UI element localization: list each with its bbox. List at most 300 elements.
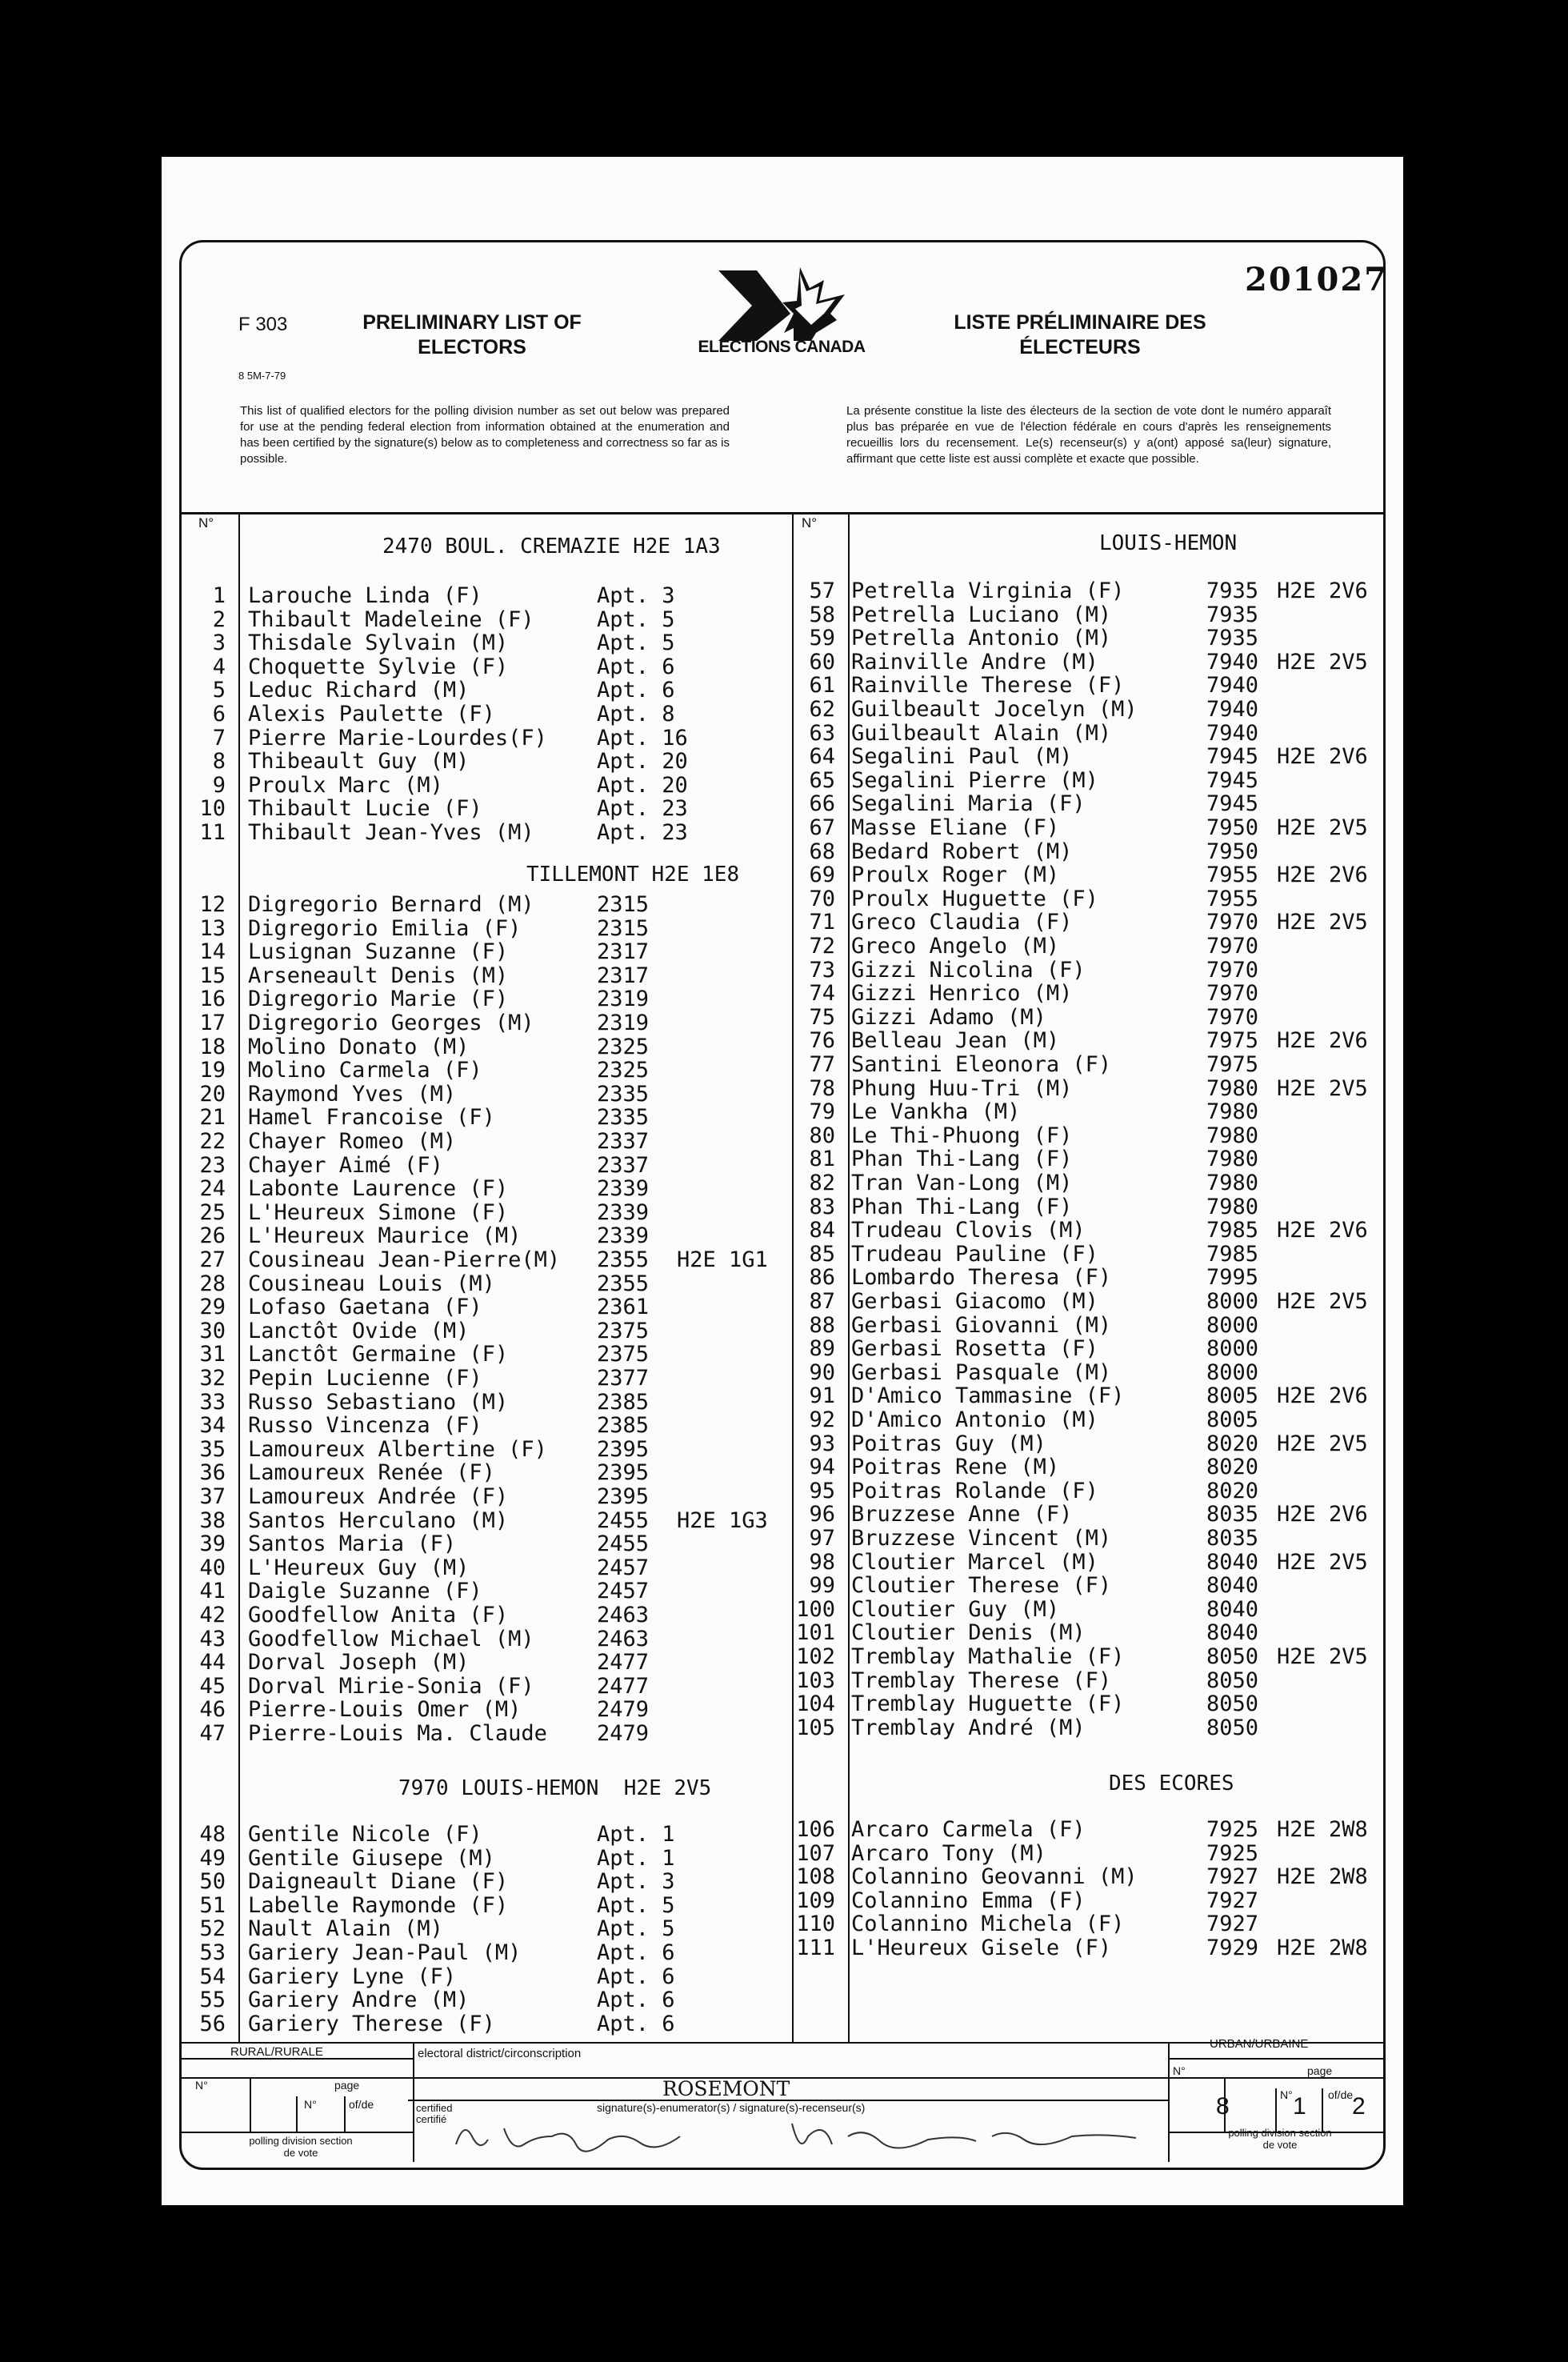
elector-address: 2477 <box>597 1650 650 1675</box>
elector-address: 7945 <box>1206 744 1259 770</box>
section-heading: 2470 BOUL. CREMAZIE H2E 1A3 <box>382 534 721 558</box>
elector-address: 2325 <box>597 1034 650 1059</box>
elector-number: 5 <box>212 678 226 703</box>
elector-address: 7985 <box>1206 1218 1259 1243</box>
polling-label-urban: polling division section de vote <box>1228 2127 1332 2151</box>
elector-number: 60 <box>809 649 835 675</box>
elector-address: 2319 <box>597 987 650 1012</box>
elector-postal-code: H2E 2V6 <box>1277 578 1368 603</box>
elector-address: 2395 <box>597 1484 650 1509</box>
elector-row <box>0 911 1568 934</box>
elector-address: 7927 <box>1206 1864 1259 1890</box>
elector-number: 73 <box>809 957 835 983</box>
certified-label: certified certifié <box>416 2102 453 2125</box>
elector-name: Gariery Andre (M) <box>248 1988 470 2013</box>
rural-no-label: N° <box>195 2079 208 2092</box>
elector-number: 61 <box>809 673 835 699</box>
elector-name: Petrella Luciano (M) <box>851 602 1112 627</box>
elector-address: 2339 <box>597 1176 650 1202</box>
elector-number: 33 <box>199 1389 226 1415</box>
elector-name: Lamoureux Andrée (F) <box>248 1484 509 1509</box>
elector-name: Proulx Roger (M) <box>851 863 1060 888</box>
elector-number: 52 <box>199 1916 226 1942</box>
elector-number: 75 <box>809 1004 835 1030</box>
elector-row <box>0 1029 1568 1052</box>
elector-row <box>0 982 1568 1005</box>
elector-address: 2455 <box>597 1507 650 1533</box>
elector-number: 89 <box>809 1336 835 1362</box>
elector-address: 7970 <box>1206 981 1259 1007</box>
elector-number: 37 <box>199 1484 226 1509</box>
elector-number: 32 <box>199 1366 226 1391</box>
elector-name: Rainville Andre (M) <box>851 649 1098 675</box>
elector-address: 8000 <box>1206 1359 1259 1385</box>
elector-number: 68 <box>809 839 835 864</box>
elector-row <box>0 1988 1568 2012</box>
elector-address: 2463 <box>597 1603 650 1627</box>
elector-address: 8050 <box>1206 1715 1259 1740</box>
elector-address: 7980 <box>1206 1171 1259 1195</box>
elector-address: 2325 <box>597 1058 650 1083</box>
elector-number: 105 <box>796 1715 835 1740</box>
elector-name: Gerbasi Pasquale (M) <box>851 1359 1112 1385</box>
elector-address: Apt. 23 <box>597 796 688 822</box>
elector-name: Goodfellow Anita (F) <box>248 1603 509 1627</box>
elector-name: Cloutier Therese (F) <box>851 1573 1112 1599</box>
elector-name: Lofaso Gaetana (F) <box>248 1295 482 1320</box>
elector-row <box>0 1195 1568 1219</box>
elector-address: 2395 <box>597 1436 650 1462</box>
elector-number: 63 <box>809 720 835 746</box>
elector-number: 64 <box>809 744 835 770</box>
elector-row <box>0 651 1568 674</box>
elector-number: 86 <box>809 1265 835 1291</box>
elector-number: 90 <box>809 1359 835 1385</box>
elector-address: 8000 <box>1206 1289 1259 1314</box>
elector-address: Apt. 6 <box>597 678 675 703</box>
elector-name: Bruzzese Vincent (M) <box>851 1526 1112 1551</box>
elector-address: Apt. 3 <box>597 583 675 608</box>
elector-number: 111 <box>796 1936 835 1960</box>
elector-number: 95 <box>809 1478 835 1503</box>
elector-number: 77 <box>809 1052 835 1077</box>
elector-name: Cloutier Marcel (M) <box>851 1549 1098 1575</box>
elector-number: 22 <box>199 1129 226 1154</box>
elector-number: 8 <box>212 749 226 775</box>
elector-row <box>0 1865 1568 1888</box>
elector-number: 21 <box>199 1105 226 1131</box>
elector-row <box>0 887 1568 911</box>
elector-address: Apt. 16 <box>597 725 688 751</box>
elector-row <box>0 1645 1568 1668</box>
elector-number: 3 <box>212 631 226 656</box>
elector-row <box>0 959 1568 982</box>
elector-number: 80 <box>809 1123 835 1148</box>
elector-address: 2477 <box>597 1673 650 1699</box>
elector-row <box>0 1124 1568 1147</box>
elector-name: Tremblay André (M) <box>851 1715 1086 1740</box>
elector-address: 7975 <box>1206 1028 1259 1054</box>
elector-address: Apt. 1 <box>597 1845 675 1871</box>
elector-name: Tran Van-Long (M) <box>851 1171 1073 1195</box>
elector-row <box>0 1574 1568 1597</box>
elector-number: 76 <box>809 1028 835 1054</box>
elector-address: 2463 <box>597 1626 650 1651</box>
elector-number: 2 <box>212 607 226 632</box>
elector-number: 100 <box>796 1596 835 1622</box>
elector-row <box>0 1551 1568 1574</box>
district-value: ROSEMONT <box>662 2077 790 2100</box>
footer-v3 <box>296 2096 298 2133</box>
elector-name: L'Heureux Maurice (M) <box>248 1223 522 1249</box>
elector-row <box>0 1147 1568 1171</box>
elector-address: 8040 <box>1206 1620 1259 1646</box>
elector-name: Lanctôt Germaine (F) <box>248 1342 509 1367</box>
elector-name: Lamoureux Albertine (F) <box>248 1436 547 1462</box>
elector-name: Alexis Paulette (F) <box>248 702 495 727</box>
elector-name: Thibault Jean-Yves (M) <box>248 820 534 845</box>
urban-no-label-2: N° <box>1280 2088 1293 2101</box>
elector-row <box>0 840 1568 863</box>
elector-number: 28 <box>199 1271 226 1296</box>
elector-address: 7929 <box>1206 1936 1259 1960</box>
elector-number: 79 <box>809 1099 835 1125</box>
elector-name: Russo Vincenza (F) <box>248 1413 482 1439</box>
elector-number: 97 <box>809 1526 835 1551</box>
elector-name: Digregorio Bernard (M) <box>248 892 534 917</box>
elector-address: 7955 <box>1206 863 1259 888</box>
elector-name: Gariery Lyne (F) <box>248 1964 457 1989</box>
elector-number: 103 <box>796 1667 835 1693</box>
elector-number: 84 <box>809 1218 835 1243</box>
elector-address: 2377 <box>597 1366 650 1391</box>
elector-address: 8035 <box>1206 1502 1259 1527</box>
elector-name: Gerbasi Rosetta (F) <box>851 1336 1098 1362</box>
elector-name: Chayer Aimé (F) <box>248 1152 443 1178</box>
elector-name: Pierre Marie-Lourdes(F) <box>248 725 547 751</box>
elector-address: 8050 <box>1206 1644 1259 1669</box>
elector-number: 11 <box>199 820 226 845</box>
elector-address: 7950 <box>1206 839 1259 864</box>
elector-name: Gentile Giusepe (M) <box>248 1845 495 1871</box>
section-heading: TILLEMONT H2E 1E8 <box>526 863 740 887</box>
signature-label: signature(s)-enumerator(s) / signature(s)-recenseur(s) <box>597 2101 866 2114</box>
elector-row <box>0 1936 1568 1960</box>
elector-row <box>0 1455 1568 1479</box>
elector-row <box>0 1965 1568 1988</box>
elector-name: L'Heureux Gisele (F) <box>851 1936 1112 1960</box>
elector-name: Colannino Emma (F) <box>851 1888 1086 1913</box>
elector-address: Apt. 5 <box>597 607 675 632</box>
elector-name: Lombardo Theresa (F) <box>851 1265 1112 1291</box>
elector-number: 1 <box>212 583 226 608</box>
elector-row <box>0 1408 1568 1431</box>
elector-row <box>0 792 1568 815</box>
elector-name: Gentile Nicole (F) <box>248 1822 482 1847</box>
elector-row <box>0 1818 1568 1841</box>
enumerator-signature <box>448 2112 1160 2160</box>
elector-name: Poitras Rene (M) <box>851 1455 1060 1480</box>
elector-name: Hamel Francoise (F) <box>248 1105 495 1131</box>
elector-number: 19 <box>199 1058 226 1083</box>
elector-address: 2317 <box>597 963 650 988</box>
elector-name: Segalini Pierre (M) <box>851 767 1098 793</box>
elector-number: 7 <box>212 725 226 751</box>
rural-label: RURAL/RURALE <box>230 2045 323 2059</box>
elector-address: 7940 <box>1206 720 1259 746</box>
elector-address: 7970 <box>1206 957 1259 983</box>
elector-postal-code: H2E 1G3 <box>677 1507 768 1533</box>
elector-number: 49 <box>199 1845 226 1871</box>
elector-row <box>0 674 1568 697</box>
elector-address: 7980 <box>1206 1147 1259 1172</box>
elector-address: 7970 <box>1206 934 1259 959</box>
elector-postal-code: H2E 2W8 <box>1277 1936 1368 1960</box>
elector-name: Phung Huu-Tri (M) <box>851 1075 1073 1101</box>
elector-row <box>0 1361 1568 1384</box>
footer-v1 <box>413 2042 414 2162</box>
elector-address: 8040 <box>1206 1596 1259 1622</box>
elector-address: 7940 <box>1206 673 1259 699</box>
elector-name: Greco Claudia (F) <box>851 910 1073 935</box>
elector-name: Digregorio Marie (F) <box>248 987 509 1012</box>
page-total: 2 <box>1352 2093 1366 2120</box>
elector-address: Apt. 5 <box>597 1892 675 1918</box>
elector-number: 71 <box>809 910 835 935</box>
elector-address: 7940 <box>1206 649 1259 675</box>
elector-name: Thibault Madeleine (F) <box>248 607 534 632</box>
elector-row <box>0 1503 1568 1526</box>
elector-name: Bruzzese Anne (F) <box>851 1502 1073 1527</box>
elector-address: 2361 <box>597 1295 650 1320</box>
elector-number: 92 <box>809 1407 835 1432</box>
elector-number: 87 <box>809 1289 835 1314</box>
section-heading: 7970 LOUIS-HEMON H2E 2V5 <box>398 1776 712 1800</box>
elector-name: Le Vankha (M) <box>851 1099 1021 1125</box>
elector-number: 67 <box>809 815 835 840</box>
elector-address: 2375 <box>597 1342 650 1367</box>
elector-name: Guilbeault Jocelyn (M) <box>851 697 1138 722</box>
elector-name: Greco Angelo (M) <box>851 934 1060 959</box>
elector-name: Thisdale Sylvain (M) <box>248 631 509 656</box>
elector-name: Chayer Romeo (M) <box>248 1129 457 1154</box>
elector-name: Phan Thi-Lang (F) <box>851 1194 1073 1219</box>
urban-page-label: page <box>1307 2064 1333 2077</box>
intro-english: This list of qualified electors for the polling division number as set out below was prepared for use at the pending federal election from information obtained at the enumeration and has been certified by the signature(s) below as to completeness and correctness so far as is possible. <box>240 404 730 466</box>
elector-address: 7995 <box>1206 1265 1259 1291</box>
elector-address: 8050 <box>1206 1691 1259 1717</box>
elector-address: 7925 <box>1206 1817 1259 1842</box>
elector-name: Leduc Richard (M) <box>248 678 470 703</box>
elector-address: 2315 <box>597 915 650 941</box>
elector-name: Rainville Therese (F) <box>851 673 1125 699</box>
section-heading: DES ECORES <box>1109 1772 1234 1796</box>
elector-number: 41 <box>199 1579 226 1604</box>
elector-row <box>0 1243 1568 1266</box>
elector-address: 8040 <box>1206 1573 1259 1599</box>
elector-name: Thibeault Guy (M) <box>248 749 470 775</box>
elector-number: 81 <box>809 1147 835 1172</box>
elector-number: 82 <box>809 1171 835 1195</box>
footer-top-line <box>181 2042 1384 2044</box>
elector-row <box>0 1314 1568 1337</box>
elector-name: Larouche Linda (F) <box>248 583 482 608</box>
title-french: LISTE PRÉLIMINAIRE DES ÉLECTEURS <box>954 311 1206 358</box>
elector-name: Molino Donato (M) <box>248 1034 470 1059</box>
elector-number: 6 <box>212 702 226 727</box>
elector-address: 2339 <box>597 1223 650 1249</box>
elector-number: 96 <box>809 1502 835 1527</box>
elector-address: 7950 <box>1206 815 1259 840</box>
elector-address: Apt. 23 <box>597 820 688 845</box>
elector-number: 43 <box>199 1626 226 1651</box>
elector-postal-code: H2E 2V5 <box>1277 1075 1368 1101</box>
elector-postal-code: H2E 2V5 <box>1277 1549 1368 1575</box>
elector-number: 51 <box>199 1892 226 1918</box>
polling-label-rural: polling division section de vote <box>249 2135 353 2159</box>
elector-number: 109 <box>796 1888 835 1913</box>
elector-postal-code: H2E 1G1 <box>677 1247 768 1272</box>
elector-name: Gizzi Henrico (M) <box>851 981 1073 1007</box>
elector-number: 44 <box>199 1650 226 1675</box>
elector-address: Apt. 6 <box>597 654 675 679</box>
elector-address: 8005 <box>1206 1383 1259 1409</box>
elector-name: Proulx Huguette (F) <box>851 886 1098 911</box>
elector-name: L'Heureux Guy (M) <box>248 1555 470 1580</box>
elector-name: Arseneault Denis (M) <box>248 963 509 988</box>
elector-name: Cousineau Louis (M) <box>248 1271 495 1296</box>
elector-address: Apt. 20 <box>597 772 688 798</box>
footer-v7 <box>250 2077 251 2133</box>
elector-number: 55 <box>199 1988 226 2013</box>
elector-postal-code: H2E 2V5 <box>1277 1644 1368 1669</box>
elector-address: 2455 <box>597 1531 650 1557</box>
elector-number: 47 <box>199 1721 226 1746</box>
elector-name: Lusignan Suzanne (F) <box>248 939 509 965</box>
elector-number: 34 <box>199 1413 226 1439</box>
elector-address: 8040 <box>1206 1549 1259 1575</box>
elector-address: Apt. 3 <box>597 1869 675 1895</box>
elector-number: 91 <box>809 1383 835 1409</box>
elector-row <box>0 1912 1568 1936</box>
elector-number: 57 <box>809 578 835 603</box>
elector-row <box>0 935 1568 958</box>
elector-row <box>0 1716 1568 1739</box>
elector-name: Guilbeault Alain (M) <box>851 720 1112 746</box>
elector-number: 48 <box>199 1822 226 1847</box>
elector-address: 2355 <box>597 1271 650 1296</box>
elector-name: Gizzi Adamo (M) <box>851 1004 1046 1030</box>
num-header-left: N° <box>198 515 214 530</box>
elector-name: Masse Eliane (F) <box>851 815 1060 840</box>
elector-name: Belleau Jean (M) <box>851 1028 1060 1054</box>
elector-number: 16 <box>199 987 226 1012</box>
elector-name: Raymond Yves (M) <box>248 1081 457 1107</box>
elector-name: Pierre-Louis Omer (M) <box>248 1697 522 1723</box>
elector-name: Tremblay Mathalie (F) <box>851 1644 1125 1669</box>
urban-label: URBAN/URBAINE <box>1210 2037 1309 2051</box>
elector-address: 7945 <box>1206 791 1259 817</box>
elector-number: 31 <box>199 1342 226 1367</box>
logo-text: ELECTIONS CANADA <box>698 338 866 356</box>
elector-name: Segalini Maria (F) <box>851 791 1086 817</box>
elector-address: 7955 <box>1206 886 1259 911</box>
elector-name: Digregorio Emilia (F) <box>248 915 522 941</box>
elector-name: Arcaro Carmela (F) <box>851 1817 1086 1842</box>
elector-name: Santos Maria (F) <box>248 1531 457 1557</box>
elector-name: Poitras Rolande (F) <box>851 1478 1098 1503</box>
elector-address: 2319 <box>597 1011 650 1035</box>
elector-number: 59 <box>809 626 835 651</box>
elector-number: 15 <box>199 963 226 988</box>
elector-row <box>0 1692 1568 1715</box>
elector-address: 8020 <box>1206 1455 1259 1480</box>
elector-number: 54 <box>199 1964 226 1989</box>
elector-number: 17 <box>199 1011 226 1035</box>
elector-address: 7975 <box>1206 1052 1259 1077</box>
elector-number: 40 <box>199 1555 226 1580</box>
elector-address: Apt. 6 <box>597 1988 675 2013</box>
elector-number: 20 <box>199 1081 226 1107</box>
elector-postal-code: H2E 2V5 <box>1277 815 1368 840</box>
urban-no-label: N° <box>1173 2064 1186 2077</box>
elector-address: Apt. 8 <box>597 702 675 727</box>
elector-number: 10 <box>199 796 226 822</box>
serial-number: 201027 <box>1245 261 1388 298</box>
elector-number: 45 <box>199 1673 226 1699</box>
elector-address: Apt. 5 <box>597 1916 675 1942</box>
elector-address: 7935 <box>1206 602 1259 627</box>
elector-row <box>0 603 1568 627</box>
elector-name: Gerbasi Giovanni (M) <box>851 1312 1112 1338</box>
elector-number: 88 <box>809 1312 835 1338</box>
elector-number: 35 <box>199 1436 226 1462</box>
elector-number: 30 <box>199 1318 226 1343</box>
elector-address: 7927 <box>1206 1912 1259 1937</box>
elector-address: 2479 <box>597 1697 650 1723</box>
elector-row <box>0 1337 1568 1360</box>
elector-name: Tremblay Huguette (F) <box>851 1691 1125 1717</box>
elector-name: Colannino Michela (F) <box>851 1912 1125 1937</box>
elector-row <box>0 1889 1568 1912</box>
elector-address: 7927 <box>1206 1888 1259 1913</box>
elector-name: L'Heureux Simone (F) <box>248 1199 509 1225</box>
elector-number: 14 <box>199 939 226 965</box>
table-top-line <box>181 512 1384 514</box>
elector-address: 2395 <box>597 1460 650 1486</box>
elector-address: 7925 <box>1206 1840 1259 1866</box>
elector-name: Gizzi Nicolina (F) <box>851 957 1086 983</box>
elector-number: 72 <box>809 934 835 959</box>
elector-number: 106 <box>796 1817 835 1842</box>
elector-name: Goodfellow Michael (M) <box>248 1626 534 1651</box>
elector-name: Choquette Sylvie (F) <box>248 654 509 679</box>
elector-address: Apt. 1 <box>597 1822 675 1847</box>
polling-number: 8 <box>1216 2093 1230 2120</box>
section-heading: LOUIS-HEMON <box>1099 531 1238 555</box>
elector-postal-code: H2E 2W8 <box>1277 1817 1368 1842</box>
elector-postal-code: H2E 2V5 <box>1277 910 1368 935</box>
elector-row <box>0 722 1568 745</box>
elector-name: Proulx Marc (M) <box>248 772 443 798</box>
elector-number: 58 <box>809 602 835 627</box>
elector-number: 12 <box>199 892 226 917</box>
district-label: electoral district/circonscription <box>418 2047 582 2060</box>
elector-name: Bedard Robert (M) <box>851 839 1073 864</box>
elector-postal-code: H2E 2V6 <box>1277 744 1368 770</box>
elector-row <box>0 1266 1568 1289</box>
elector-row <box>0 1598 1568 1621</box>
